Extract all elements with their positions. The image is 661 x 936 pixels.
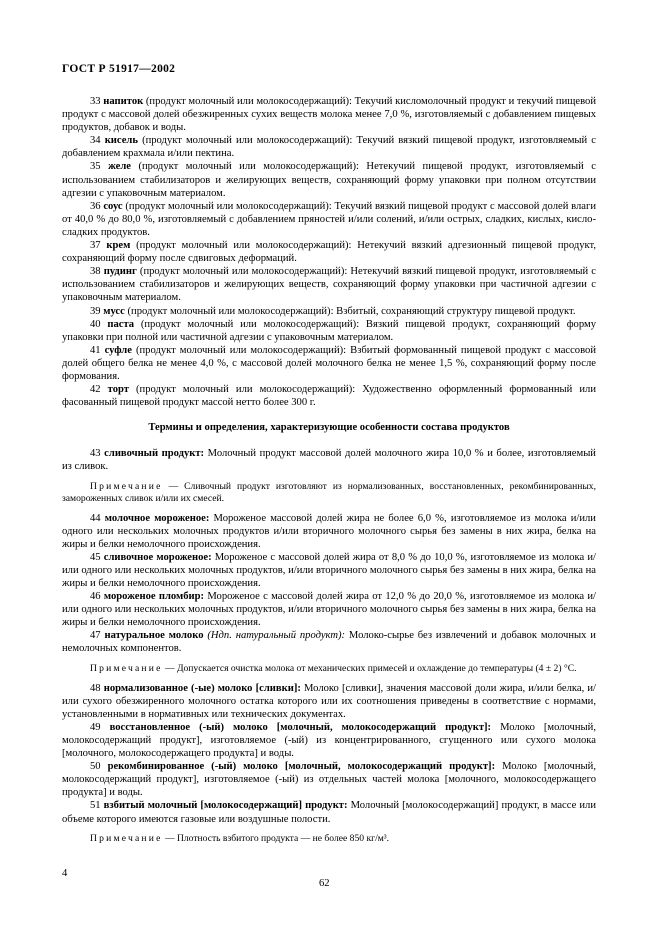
entry-number: 35 xyxy=(90,161,101,173)
entry-term: торт xyxy=(107,384,129,396)
entry-45: 45 сливочное мороженое: Мороженое с массовой долей жира от 8,0 % до 10,0 %, изготовляемое из молока и/или одного или нескольких молочных продуктов, и/или вторичного молочного сырья без замены в них жира, белка на жиры и белки немолочного происхождения. xyxy=(62,551,596,589)
entry-39 xyxy=(62,305,596,318)
entry-number: 40 xyxy=(90,318,101,330)
entry-48: 48 нормализованное (-ые) молоко [сливки]: Молоко [сливки], значения массовой доли жира, и/или белка, и/или сухого обезжиренного молочного остатка которого или их соотношения приведены в соответствие с нормами, установленными в нормативных или технических документах. xyxy=(62,682,596,720)
entry-term: суфле xyxy=(104,344,132,356)
entry-term: крем xyxy=(106,240,131,252)
entries-list xyxy=(62,95,596,409)
page-number-center: 62 xyxy=(319,878,330,889)
entry-definition: (продукт молочный или молокосодержащий): Взбитый, сохраняющий структуру пищевой продукт. xyxy=(124,305,576,317)
entry-term: пудинг xyxy=(103,266,137,278)
entry-definition: (продукт молочный или молокосодержащий): Художественно оформленный формованный или фасованный пищевой продукт массой нетто более 300 г. xyxy=(62,384,597,409)
entry-47: 47 натуральное молоко (Ндп. натуральный продукт): Молоко-сырье без извлечений и добавок молочных и немолочных компонентов. xyxy=(62,630,596,655)
document-header: ГОСТ Р 51917—2002 xyxy=(62,63,176,75)
entry-term: напиток xyxy=(103,96,144,107)
entry-49: 49 восстановленное (-ый) молоко [молочный, молокосодержащий продукт]: Молоко [молочный, молокосодержащий продукт], изготовляемое (-ый) из концентрированного, сгущенного или сухого молока [молочного, молокосодержащего продукта] и воды. xyxy=(62,721,596,760)
entry-42 xyxy=(62,383,596,409)
entry-definition: (продукт молочный или молокосодержащий): Текучий вязкий пищевой продукт, изготовляемый с добавлением крахмала и/или пектина. xyxy=(62,135,597,160)
entry-46: 46 мороженое пломбир: Мороженое с массовой долей жира от 12,0 % до 20,0 %, изготовляемое из молока и/или одного или нескольких молочных продуктов, и/или вторичного молочного сырья без замены в них жира, белка на жиры и белки немолочного происхождения. xyxy=(62,591,596,629)
entry-43: 43 сливочный продукт: Молочный продукт массовой долей молочного жира 10,0 % и более, изготовляемый из сливок. xyxy=(62,448,596,473)
document-body xyxy=(62,95,596,852)
entry-term: мусс xyxy=(103,305,125,317)
note-1: Примечание — Сливочный продукт изготовляют из нормализованных, восстановленных, рекомбинированных, замороженных сливок и/или их смесей. xyxy=(62,480,596,504)
note-3: Примечание — Плотность взбитого продукта — не более 850 кг/м³. xyxy=(90,832,390,844)
entry-number: 42 xyxy=(90,384,101,396)
entry-number: 41 xyxy=(90,344,101,356)
entry-41 xyxy=(62,344,596,383)
entry-definition: (продукт молочный или молокосодержащий): Нетекучий пищевой продукт, изготовляемый с использованием стабилизаторов и желирующих веществ, сохраняющий форму упаковки при полном отсутствии адгезии с упаковочным материалом. xyxy=(62,161,596,199)
entry-term: паста xyxy=(107,318,135,330)
entry-definition: (продукт молочный или молокосодержащий): Вязкий пищевой продукт, сохраняющий форму упаковки при полной или частичной адгезии с упаковочным материалом. xyxy=(62,318,596,343)
entry-51: 51 взбитый молочный [молокосодержащий] продукт: Молочный [молокосодержащий] продукт, в массе или объеме которого имеются газовые или воздушные полости. xyxy=(62,800,596,825)
entry-number: 39 xyxy=(90,305,101,317)
entry-35 xyxy=(62,160,596,199)
entry-term: кисель xyxy=(104,135,138,147)
entry-term: желе xyxy=(108,161,131,173)
entry-number: 36 xyxy=(90,200,101,212)
entry-definition: (продукт молочный или молокосодержащий): Нетекучий вязкий пищевой продукт, изготовляемый с использованием стабилизаторов и желирующих веществ, сохраняющий форму упаковки при частичной адгезии с упаковочным материалом. xyxy=(62,266,596,304)
entry-34 xyxy=(62,134,596,160)
entry-37 xyxy=(62,239,596,265)
page-number-left: 4 xyxy=(62,868,68,879)
entry-number: 37 xyxy=(90,240,101,252)
entry-38 xyxy=(62,265,596,304)
entry-term: соус xyxy=(103,200,123,212)
entry-definition: (продукт молочный или молокосодержащий): Текучий вязкий пищевой продукт с массовой долей влаги от 40,0 % до 80,0 %, изготовляемый с добавлением пряностей и/или солений, и/или острых, сладких, кислых, кисло-сладких продуктов. xyxy=(62,200,596,238)
entry-definition: (продукт молочный или молокосодержащий): Нетекучий вязкий адгезионный пищевой продукт, сохраняющий форму после сдвиговых деформаций. xyxy=(62,240,596,265)
entry-36 xyxy=(62,200,596,239)
entry-40 xyxy=(62,318,596,344)
section-heading: Термины и определения, характеризующие особенности состава продуктов xyxy=(148,422,510,434)
entry-50: 50 рекомбинированное (-ый) молоко [молочный, молокосодержащий продукт]: Молоко [молочный, молокосодержащий продукт], изготовляемое (-ый) из отдельных частей молока [молочного, молокосодержащего продукта] и воды. xyxy=(62,761,596,799)
entry-44: 44 молочное мороженое: Мороженое массовой долей жира не более 6,0 %, изготовляемое из молока и/или одного или нескольких молочных продуктов и/или вторичного молочного сырья без замены в них жира, белка на жиры и белки немолочного происхождения. xyxy=(62,512,596,550)
entry-definition: (продукт молочный или молокосодержащий): Взбитый формованный пищевой продукт с массовой долей общего белка не менее 4,0 %, с массовой долей молочного белка не менее 1,5 %, сохраняющий форму после формования. xyxy=(62,344,596,382)
entry-number: 38 xyxy=(90,266,101,278)
entry-definition: (продукт молочный или молокосодержащий): Текучий кисломолочный продукт и текучий пищевой продукт с массовой долей обезжиренных сухих веществ молока менее 7,0 %, изготовляемый с добавлением пищевых продуктов, добавок и воды. xyxy=(62,96,596,134)
entry-number: 34 xyxy=(90,135,101,147)
entry-number: 33 xyxy=(90,96,101,107)
note-2: Примечание — Допускается очистка молока от механических примесей и охлаждение до температуры (4 ± 2) °С. xyxy=(90,662,577,674)
entry-33 xyxy=(62,95,596,134)
